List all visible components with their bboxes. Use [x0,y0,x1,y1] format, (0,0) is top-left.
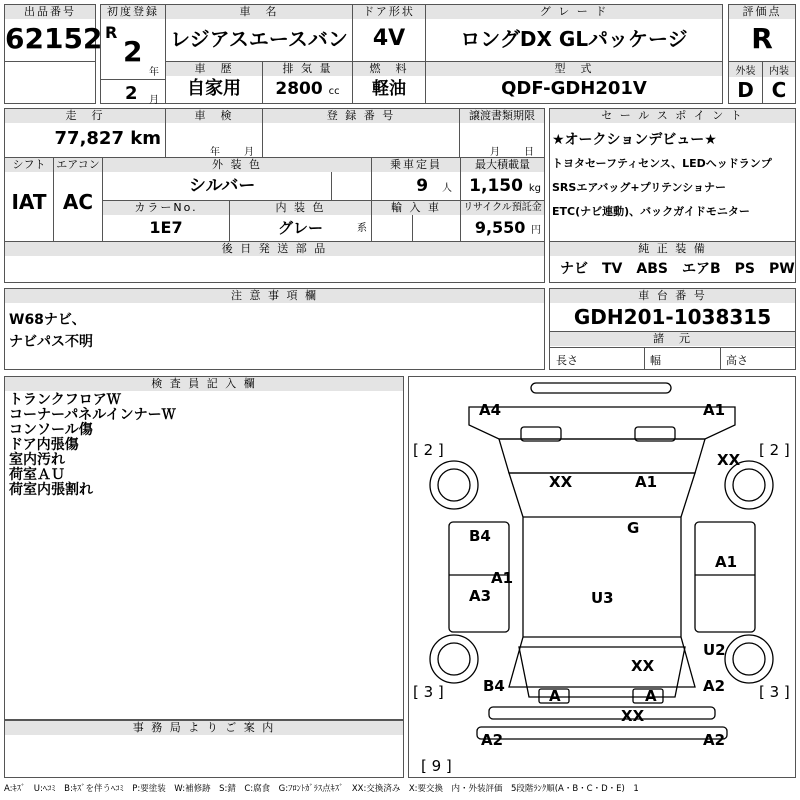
mileage-value: 77,827 [54,128,124,149]
exterior-label: 外装 [729,62,762,77]
mark-a2-rear-right: A2 [703,677,726,695]
intcolor-unit: 系 [357,223,367,234]
import-divider [412,215,413,241]
door-value: 4V [372,26,406,51]
later-label: 後 日 発 送 部 品 [5,242,544,256]
first-reg-divider [101,79,165,80]
mileage-unit: km [130,128,161,149]
exterior-value: D [737,78,754,102]
mark-u3-roof: U3 [591,589,614,607]
lot-cell [4,4,103,62]
displacement-cell [262,61,353,104]
bracket-bottom: [ 9 ] [421,757,452,775]
right-side [695,522,755,632]
office-label: 事 務 局 よ り ご 案 内 [5,721,403,735]
mark-a4-front-left: A4 [479,401,502,419]
displacement-unit: cc [328,86,340,97]
width-label: 幅 [650,354,661,367]
mileage-label: 走 行 [5,109,165,123]
inspection-label: 車 検 [166,109,262,123]
van-outline [409,377,795,777]
lot-blank [4,61,96,104]
capacity-cell [371,157,461,201]
capacity [372,172,460,203]
colorno-cell [102,200,230,242]
inspector-line-7: 荷室内張割れ [9,482,93,498]
model-value: QDF-GDH201V [501,78,647,99]
sales-point-3: SRSエアバッグ+プリテンショナー [552,181,726,194]
transfer-month-unit: 月 [490,147,500,158]
spec-row [550,347,795,369]
model-label: 型 式 [426,62,722,76]
bracket-rear-right: [ 3 ] [759,683,790,701]
notes-line-1: W68ナビ、 [9,312,86,328]
history-label: 車 歴 [166,62,262,76]
mark-a1-hood: A1 [635,473,658,491]
reg-label: 登 録 番 号 [263,109,459,123]
mark-xx-bumper: XX [621,707,645,725]
inspection-month-unit: 月 [244,147,254,158]
color-label: 外 装 色 [103,158,371,172]
color-divider [331,172,332,200]
first-reg-cell [100,4,166,104]
length-label: 長さ [556,354,578,367]
load-cell [460,157,545,201]
inspector-line-2: コーナーパネルインナーＷ [9,407,176,423]
capacity-label: 乗車定員 [372,158,460,172]
recycle [461,215,544,244]
colorno-label: カラーNo. [103,201,229,215]
chassis-cell [549,288,796,370]
mark-b4-rear-left: B4 [483,677,505,695]
year-value: 2 [123,35,143,68]
mark-a1-left-side: A1 [491,569,514,587]
ac-label: エアコン [54,158,102,172]
color-cell [102,157,372,201]
equipment-value: ナビ TV ABS エアB PS PW [560,261,795,277]
recycle-unit: 円 [531,225,541,236]
equipment-cell [549,241,796,283]
mark-a2-bumper-left: A2 [481,731,504,749]
bracket-rear-left: [ 3 ] [413,683,444,701]
mark-a3-left-rear: A3 [469,587,492,605]
month-value: 2 [125,83,138,104]
sales-point-4: ETC(ナビ連動)、バックガイドモニター [552,205,750,218]
chassis-label: 車 台 番 号 [550,289,795,303]
load [461,172,544,203]
interior-value: C [771,78,787,102]
displacement-label: 排 気 量 [263,62,352,76]
wheel-rl [430,635,478,683]
legend: A:ｷｽﾞ U:ﾍｺﾐ B:ｷｽﾞを伴うﾍｺﾐ P:要塗装 W:補修跡 S:錆 C:腐食 G:ﾌﾛﾝﾄｶﾞﾗｽ点ｷｽﾞ XX:交換済み X:要交換 内・外装評価 5段階ﾗﾝｸ順(A・B・C・D・E) 1 [4,784,639,794]
door-label: ドア形状 [353,5,425,19]
inspector-line-1: トランクフロアＷ [9,392,121,408]
capacity-value: 9 [416,176,429,196]
bracket-front-left: [ 2 ] [413,441,444,459]
mark-xx-hood: XX [549,473,573,491]
vehicle-diagram [408,376,796,778]
interior-label: 内装 [763,62,795,77]
fuel-value: 軽油 [372,79,406,99]
month-unit: 月 [149,95,159,106]
capacity-unit: 人 [442,183,452,194]
inspector-label: 検 査 員 記 入 欄 [5,377,403,391]
grade-cell [425,4,723,62]
inspector-line-3: コンソール傷 [9,422,93,438]
height-label: 高さ [726,354,748,367]
intcolor-label: 内 装 色 [230,201,371,215]
lot-label: 出品番号 [5,5,95,19]
mileage-cell [4,108,166,158]
notes-cell [4,288,545,370]
sales-point-1: ★オークションデビュー★ [552,132,717,148]
spec-label: 諸 元 [550,331,795,346]
name-cell [165,4,353,62]
exterior-cell [728,61,763,104]
history-value: 自家用 [187,78,241,99]
import-cell [371,200,461,242]
mark-g-windshield: G [627,519,640,537]
inspection-year-unit: 年 [210,147,220,158]
car-name: レジアスエースバン [170,27,348,51]
mark-b4-left-door: B4 [469,527,491,545]
grade-value: ロングDX GLパッケージ [460,27,688,51]
intcolor-value: グレー [277,219,323,237]
score-label: 評価点 [729,5,795,19]
colorno-value: 1E7 [149,218,183,237]
spec-divider-1 [644,348,645,370]
load-label: 最大積載量 [461,158,544,172]
grade-label: グ レ ー ド [426,5,722,19]
office-cell [4,720,404,778]
inspector-line-6: 荷室ＡＵ [9,467,65,483]
ac-value: AC [62,190,94,214]
sales-point-2: トヨタセーフティセンス、LEDヘッドランプ [552,157,772,170]
era-value: R [105,23,118,42]
roof [509,473,695,687]
lot-number: 62152 [5,22,103,55]
transfer-cell [459,108,545,158]
ac-cell [53,157,103,242]
recycle-label: リサイクル預託金 [461,201,544,215]
door-cell [352,4,426,62]
sales-points-cell [549,108,796,242]
intcolor-cell [229,200,372,242]
transfer-day-unit: 日 [524,147,534,158]
mark-a1-front-right: A1 [703,401,726,419]
first-reg-label: 初度登録 [101,5,165,19]
bracket-front-right: [ 2 ] [759,441,790,459]
front-shell [469,407,735,439]
mark-a-tail-right: A [645,687,657,705]
shift-cell [4,157,54,242]
hood [499,439,705,473]
chassis-number: GDH201-1038315 [573,305,772,329]
displacement [263,76,352,105]
inspector-line-4: ドア内張傷 [9,437,79,453]
inspector-line-5: 室内汚れ [9,452,65,468]
model-cell [425,61,723,104]
sales-points-label: セ ー ル ス ポ イ ン ト [550,109,795,123]
wheel-fl [430,461,478,509]
equipment-label: 純 正 装 備 [550,242,795,256]
mark-xx-right-fender: XX [717,451,741,469]
rear-bumper [489,707,715,719]
inspector-cell [4,376,404,720]
reg-cell [262,108,460,158]
shift-value: IAT [11,190,47,214]
history-cell [165,61,263,104]
recycle-value: 9,550 [474,218,526,237]
spec-divider-2 [720,348,721,370]
score-value: R [751,22,773,55]
mark-u2-right-rear: U2 [703,641,726,659]
front-bumper [531,383,671,393]
mark-xx-rear-door: XX [631,657,655,675]
transfer-label: 譲渡書類期限 [460,109,544,123]
notes-line-2: ナビパス不明 [9,334,93,350]
fuel-cell [352,61,426,104]
load-value: 1,150 [469,176,523,196]
interior-cell [762,61,796,104]
mark-a1-right-side: A1 [715,553,738,571]
year-unit: 年 [149,67,159,78]
displacement-value: 2800 [275,79,323,99]
fuel-label: 燃 料 [353,62,425,76]
mark-a2-bumper-right: A2 [703,731,726,749]
recycle-cell [460,200,545,242]
notes-label: 注 意 事 項 欄 [5,289,544,303]
score-cell [728,4,796,62]
later-cell [4,241,545,283]
color-value: シルバー [189,176,256,196]
inspection-cell [165,108,263,158]
load-unit: kg [528,183,541,194]
mileage [5,123,165,155]
import-label: 輸 入 車 [372,201,460,215]
name-label: 車 名 [166,5,352,19]
mark-a-tail-left: A [549,687,561,705]
shift-label: シフト [5,158,53,172]
rear-bumper-lower [477,727,727,739]
wheel-rr [725,635,773,683]
